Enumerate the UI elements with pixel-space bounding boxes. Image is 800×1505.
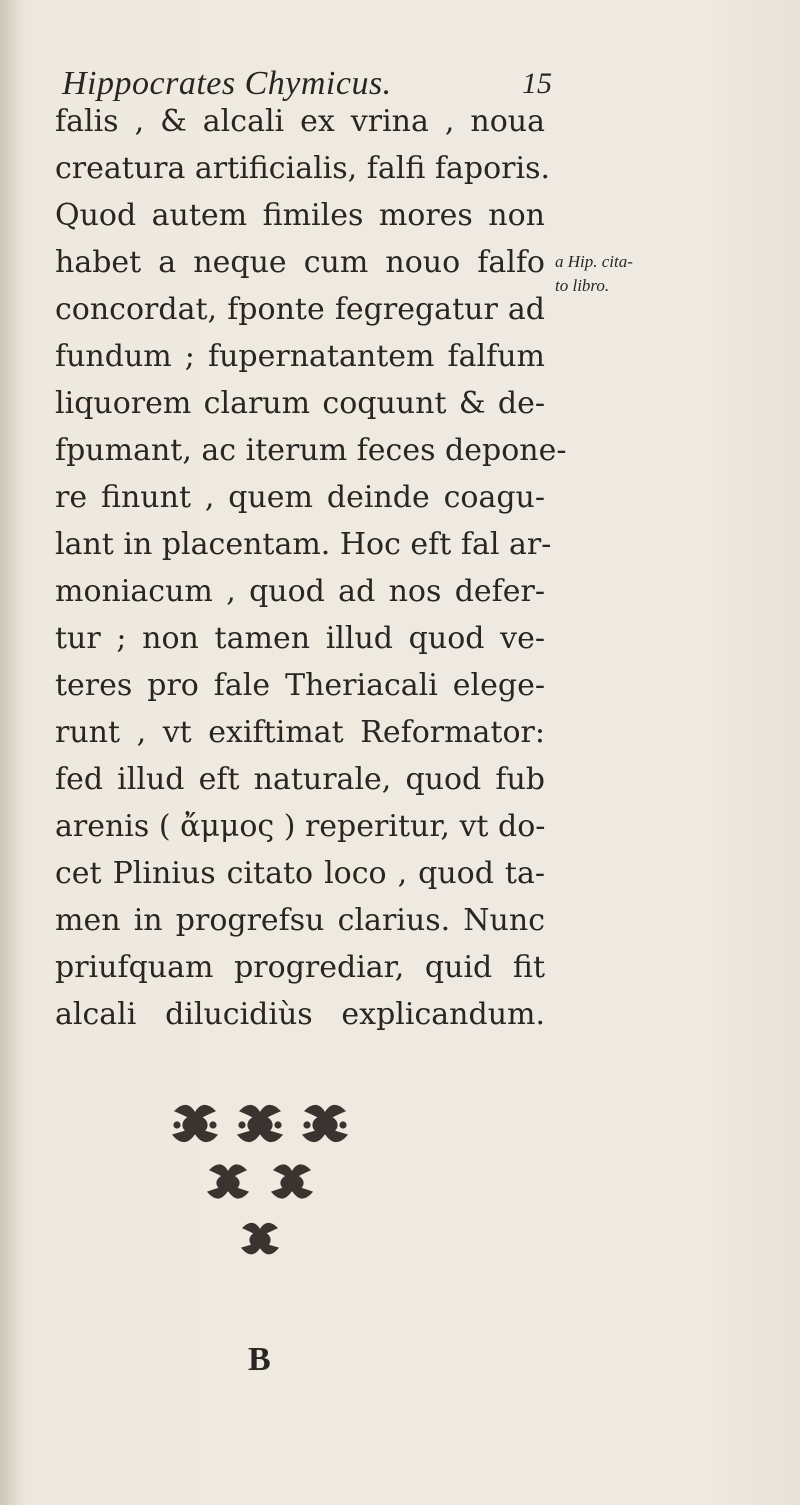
text-line: Quod autem fimiles mores non — [55, 198, 545, 233]
margin-note-line: a Hip. cita- — [555, 252, 633, 271]
running-title: Hippocrates Chymicus. — [62, 65, 392, 102]
text-line: fundum ; fupernatantem falfum — [55, 339, 545, 374]
margin-note — [555, 250, 680, 298]
fleuron-icon — [303, 1105, 347, 1141]
page-number: 15 — [522, 67, 552, 100]
text-line: runt , vt exiftimat Reformator: — [55, 715, 545, 750]
text-line: arenis ( ἄμμος ) reperitur, vt do- — [55, 809, 546, 844]
text-line: falis , & alcali ex vrina , noua — [55, 104, 545, 139]
text-line: lant in placentam. Hoc eft fal ar- — [55, 527, 552, 562]
text-line: concordat, fponte fegregatur ad — [55, 292, 545, 327]
text-line: moniacum , quod ad nos defer- — [55, 574, 545, 609]
text-line: liquorem clarum coquunt & de- — [55, 386, 545, 421]
text-line: priufquam progrediar, quid fit — [55, 950, 545, 985]
text-line: re finunt , quem deinde coagu- — [55, 480, 545, 515]
margin-note-line: to libro. — [555, 276, 610, 295]
body-text — [55, 98, 567, 1038]
text-line: tur ; non tamen illud quod ve- — [55, 621, 545, 656]
text-line: fpumant, ac iterum feces depone- — [55, 433, 567, 468]
fleuron-icon — [208, 1165, 248, 1198]
text-line: cet Plinius citato loco , quod ta- — [55, 856, 545, 891]
signature-mark: B — [248, 1341, 271, 1378]
fleuron-icon — [242, 1223, 278, 1253]
text-line: creatura artificialis, falfi faporis. — [55, 151, 550, 186]
text-line: fed illud eft naturale, quod fub — [55, 762, 545, 797]
fleuron-icon — [272, 1165, 312, 1198]
text-line: habet a neque cum nouo falfo — [55, 245, 545, 280]
spine-shadow — [0, 0, 22, 1505]
fleuron-ornament-icon — [160, 1095, 360, 1270]
text-line: men in progrefsu clarius. Nunc — [55, 903, 545, 938]
fleuron-icon — [173, 1105, 217, 1141]
text-line: teres pro fale Theriacali elege- — [55, 668, 545, 703]
fleuron-icon — [238, 1105, 282, 1141]
text-line: alcali dilucidiùs explicandum. — [55, 997, 545, 1032]
